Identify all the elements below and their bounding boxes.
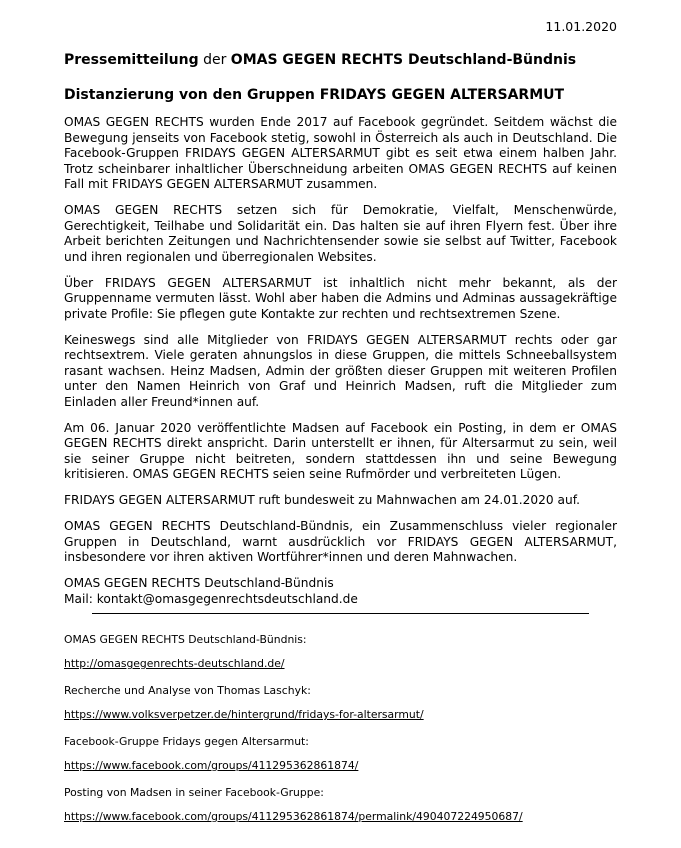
- heading-middle: der: [198, 52, 231, 68]
- paragraph: OMAS GEGEN RECHTS setzen sich für Demokratie, Vielfalt, Menschenwürde, Gerechtigkeit, Teilhabe und Solidarität ein. Das halten sie auf ihren Flyern fest. Über ihre Arbeit berichten Zeitungen und Nachrichtensender sowie sie selbst auf Twitter, Facebook und ihren regionalen und überregionalen Websites.: [64, 203, 617, 264]
- contact-mail: Mail: kontakt@omasgegenrechtsdeutschland.de: [64, 591, 358, 606]
- link-item: [64, 786, 634, 824]
- link-url[interactable]: http://omasgegenrechts-deutschland.de/: [64, 657, 285, 670]
- link-url[interactable]: https://www.facebook.com/groups/411295362861874/permalink/490407224950687/: [64, 810, 523, 823]
- paragraph: Über FRIDAYS GEGEN ALTERSARMUT ist inhaltlich nicht mehr bekannt, als der Gruppenname vermuten lässt. Wohl aber haben die Admins und Adminas aussagekräftige private Profile: Sie pflegen gute Kontakte zur rechten und rechtsextremen Szene.: [64, 275, 617, 321]
- heading-prefix: Pressemitteilung: [64, 52, 199, 68]
- link-label: OMAS GEGEN RECHTS Deutschland-Bündnis:: [64, 633, 307, 646]
- paragraph: Keineswegs sind alle Mitglieder von FRIDAYS GEGEN ALTERSARMUT rechts oder gar rechtsextrem. Viele geraten ahnungslos in diese Gruppen, die mittels Schneeballsystem rasant wachsen. Heinz Madsen, Admin der größten dieser Gruppen mit weiteren Profilen unter den Namen Heinrich von Graf und Heinrich Madsen, ruft die Mitglieder zum Einladen aller Freund*innen auf.: [64, 332, 617, 409]
- link-item: [64, 633, 634, 671]
- link-item: [64, 735, 634, 773]
- paragraph: OMAS GEGEN RECHTS wurden Ende 2017 auf Facebook gegründet. Seitdem wächst die Bewegung jenseits von Facebook stetig, sowohl in Österreich als auch in Deutschland. Die Facebook-Gruppen FRIDAYS GEGEN ALTERSARMUT gibt es seit etwa einem halben Jahr. Trotz scheinbarer inhaltlicher Überschneidung arbeiten OMAS GEGEN RECHTS auf keinen Fall mit FRIDAYS GEGEN ALTERSARMUT zusammen.: [64, 115, 617, 191]
- document-date: 11.01.2020: [545, 19, 617, 34]
- press-release-body: [64, 115, 617, 607]
- link-label: Facebook-Gruppe Fridays gegen Altersarmut:: [64, 735, 309, 748]
- paragraph: OMAS GEGEN RECHTS Deutschland-Bündnis, ein Zusammenschluss vieler regionaler Gruppen in Deutschland, warnt ausdrücklich vor FRIDAYS GEGEN ALTERSARMUT, insbesondere vor ihren aktiven Wortführer*innen und deren Mahnwachen.: [64, 519, 617, 564]
- paragraph: Am 06. Januar 2020 veröffentlichte Madsen auf Facebook ein Posting, in dem er OMAS GEGEN RECHTS direkt anspricht. Darin unterstellt er ihnen, für Altersarmut zu sein, weil sie seiner Gruppe nicht beitreten, sondern stattdessen ihn und seine Bewegung kritisieren. OMAS GEGEN RECHTS seien seine Rufmörder und verbreiteten Lügen.: [64, 420, 617, 481]
- link-label: Recherche und Analyse von Thomas Laschyk:: [64, 684, 311, 697]
- contact-block: [64, 576, 617, 607]
- heading-org: OMAS GEGEN RECHTS Deutschland-Bündnis: [230, 52, 577, 68]
- press-release-subheading: Distanzierung von den Gruppen FRIDAYS GEGEN ALTERSARMUT: [64, 87, 565, 103]
- paragraph: FRIDAYS GEGEN ALTERSARMUT ruft bundesweit zu Mahnwachen am 24.01.2020 auf.: [64, 493, 581, 507]
- link-url[interactable]: https://www.volksverpetzer.de/hintergrund/fridays-for-altersarmut/: [64, 708, 424, 721]
- press-release-heading: [64, 51, 624, 69]
- link-item: [64, 684, 634, 722]
- link-label: Posting von Madsen in seiner Facebook-Gruppe:: [64, 786, 324, 799]
- link-url[interactable]: https://www.facebook.com/groups/411295362861874/: [64, 759, 359, 772]
- link-list: [64, 633, 634, 837]
- contact-name: OMAS GEGEN RECHTS Deutschland-Bündnis: [64, 576, 334, 590]
- separator-line: [92, 613, 589, 614]
